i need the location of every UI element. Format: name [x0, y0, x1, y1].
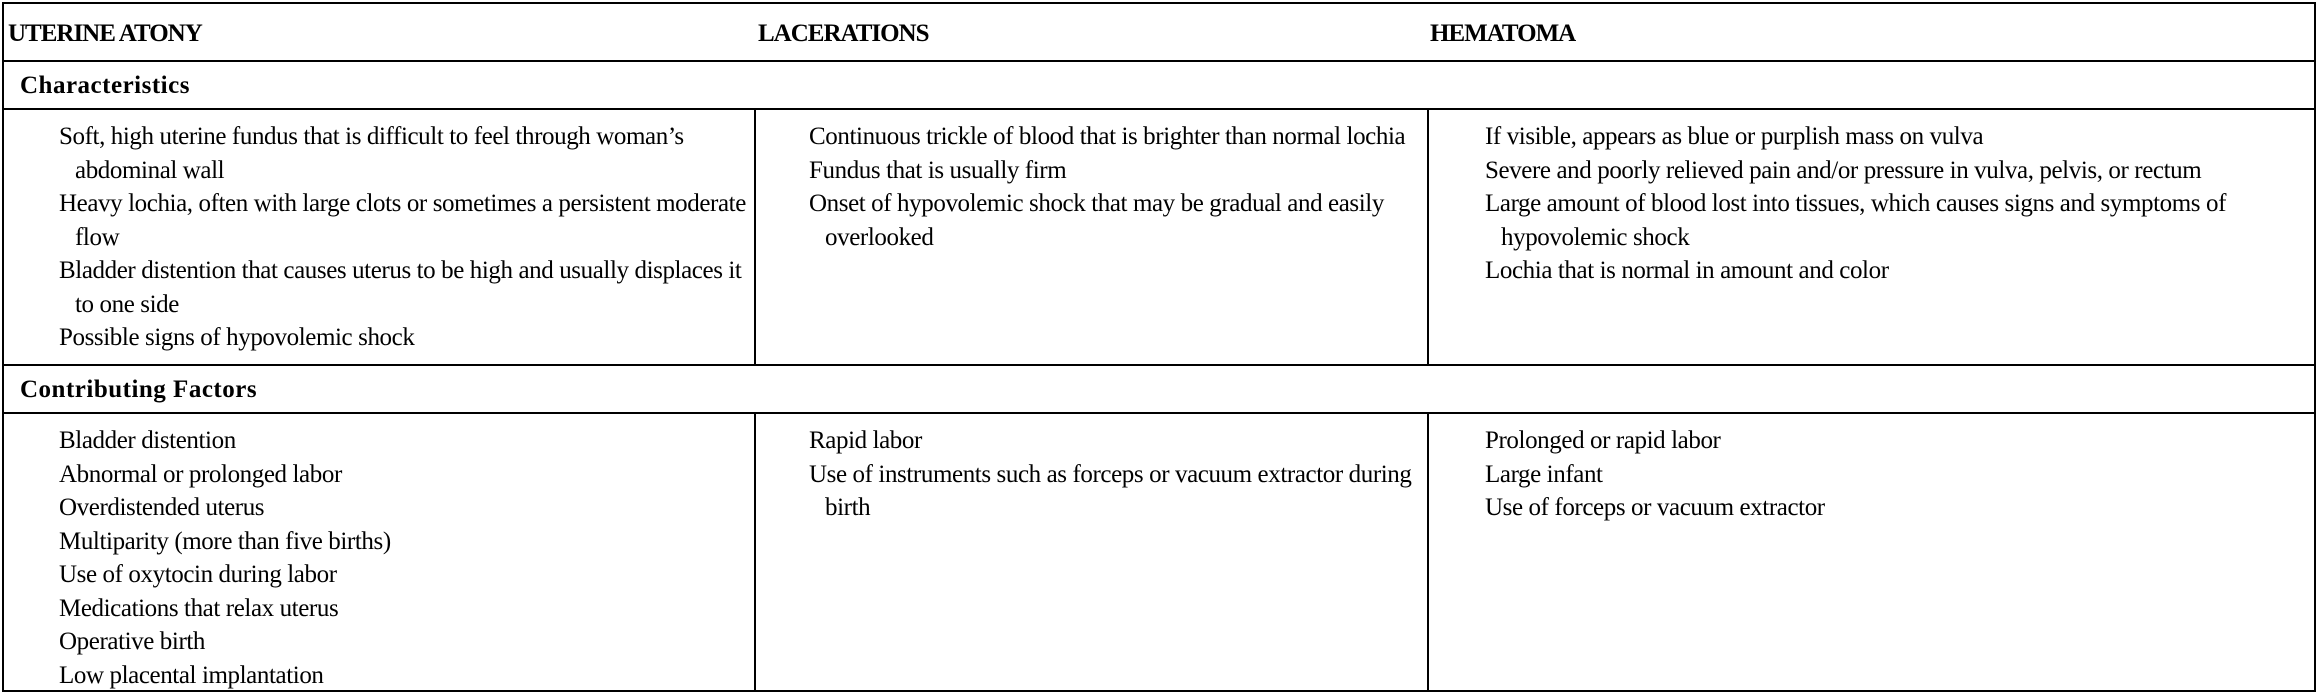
section-row-characteristics — [4, 62, 2314, 110]
list-item: Overdistended uterus — [59, 494, 265, 521]
list-item: Onset of hypovolemic shock that may be gradual and easily overlooked — [809, 190, 1384, 251]
hematoma-characteristics-cell — [1429, 110, 2314, 364]
list-item: Rapid labor — [809, 427, 922, 454]
list-item: Severe and poorly relieved pain and/or pressure in vulva, pelvis, or rectum — [1485, 156, 2202, 184]
column-header-lacerations: LACERATIONS — [758, 20, 929, 47]
item-list — [59, 424, 748, 692]
column-header-uterine-atony: UTERINE ATONY — [8, 20, 202, 47]
lacerations-characteristics-cell — [756, 110, 1429, 364]
list-item: Bladder distention that causes uterus to be high and usually displaces it to one side — [59, 257, 742, 318]
contributing-factors-body-row — [4, 414, 2314, 690]
uterine-atony-factors-cell — [4, 414, 756, 690]
list-item: Large infant — [1485, 460, 1603, 488]
list-item: Use of oxytocin during labor — [59, 561, 337, 588]
section-title: Characteristics — [20, 72, 190, 99]
column-header-hematoma: HEMATOMA — [1430, 20, 1576, 47]
item-list — [809, 120, 1421, 254]
list-item: Medications that relax uterus — [59, 594, 339, 622]
list-item: Fundus that is usually firm — [809, 156, 1067, 184]
characteristics-body-row — [4, 110, 2314, 366]
list-item: Low placental implantation — [59, 661, 324, 689]
list-item: Lochia that is normal in amount and color — [1485, 257, 1889, 284]
comparison-table — [2, 2, 2316, 692]
list-item: Abnormal or prolonged labor — [59, 460, 342, 488]
item-list — [809, 424, 1421, 525]
list-item: Multiparity (more than five births) — [59, 527, 391, 555]
list-item: Heavy lochia, often with large clots or sometimes a persistent moderate flow — [59, 190, 746, 251]
list-item: Continuous trickle of blood that is brighter than normal lochia — [809, 123, 1406, 150]
table-header-row — [4, 4, 2314, 62]
uterine-atony-characteristics-cell — [4, 110, 756, 364]
list-item: If visible, appears as blue or purplish mass on vulva — [1485, 123, 1984, 150]
list-item: Use of instruments such as forceps or vacuum extractor during birth — [809, 460, 1412, 521]
list-item: Prolonged or rapid labor — [1485, 427, 1721, 454]
item-list — [1485, 424, 2310, 525]
list-item: Large amount of blood lost into tissues, which causes signs and symptoms of hypovolemic shock — [1485, 190, 2226, 251]
list-item: Bladder distention — [59, 427, 236, 454]
list-item: Possible signs of hypovolemic shock — [59, 324, 415, 351]
item-list — [59, 120, 748, 355]
lacerations-factors-cell — [756, 414, 1429, 690]
hematoma-factors-cell — [1429, 414, 2314, 690]
list-item: Soft, high uterine fundus that is difficult to feel through woman’s abdominal wall — [59, 123, 684, 184]
list-item: Operative birth — [59, 628, 206, 655]
section-row-contributing-factors — [4, 366, 2314, 414]
item-list — [1485, 120, 2310, 288]
section-title: Contributing Factors — [20, 376, 258, 403]
list-item: Use of forceps or vacuum extractor — [1485, 494, 1825, 521]
